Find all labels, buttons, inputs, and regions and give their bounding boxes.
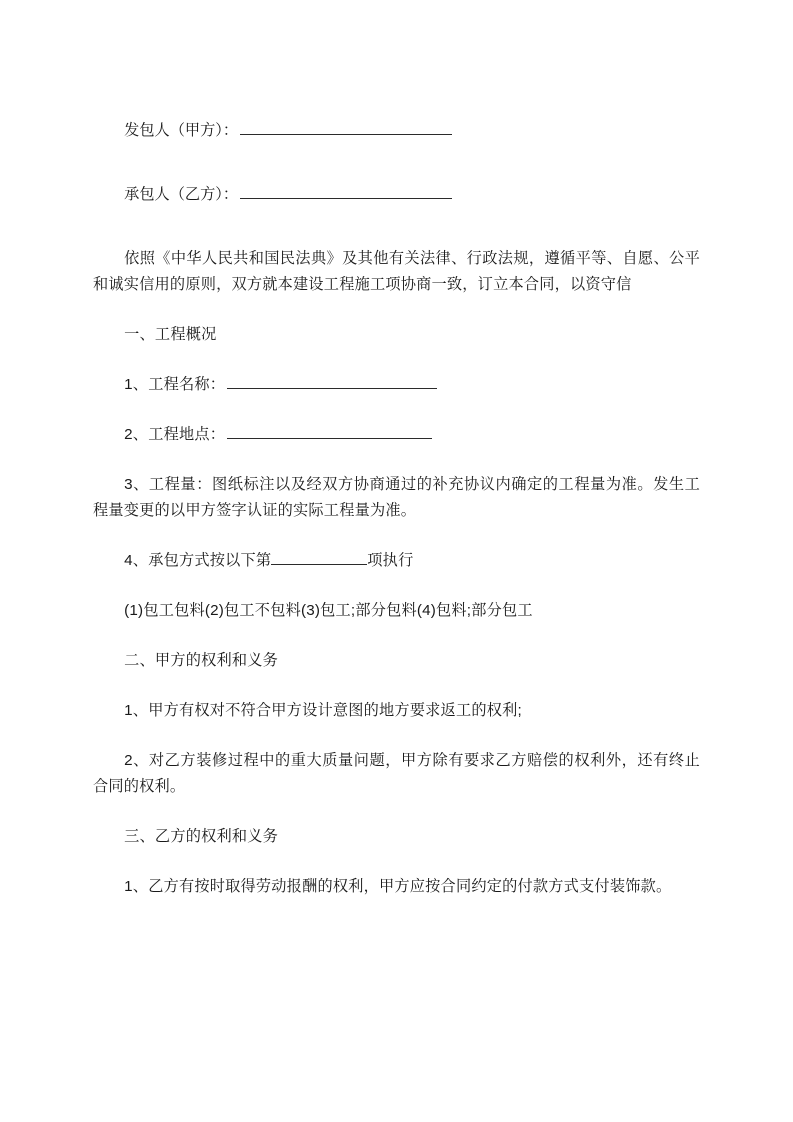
party-a-signature-line xyxy=(93,118,700,144)
section-heading-1: 一、工程概况 xyxy=(124,326,217,343)
party-a-blank[interactable] xyxy=(240,120,452,135)
section-1-item-4 xyxy=(93,548,700,574)
document-body xyxy=(93,118,700,924)
section-1-item-4-text-after: 项执行 xyxy=(367,552,414,569)
party-b-label: 承包人（乙方）： xyxy=(124,186,239,203)
party-a-label: 发包人（甲方）： xyxy=(124,122,239,139)
section-1-item-1 xyxy=(93,372,700,398)
section-heading-3: 三、乙方的权利和义务 xyxy=(124,828,279,845)
section-2-item-2: 2、对乙方装修过程中的重大质量问题，甲方除有要求乙方赔偿的权利外，还有终止合同的权利。 xyxy=(93,752,700,795)
project-name-blank[interactable] xyxy=(227,374,437,389)
section-1-item-3: 3、工程量：图纸标注以及经双方协商通过的补充协议内确定的工程量为准。发生工程量变更的以甲方签字认证的实际工程量为准。 xyxy=(93,476,700,519)
section-2-item-1: 1、甲方有权对不符合甲方设计意图的地方要求返工的权利; xyxy=(124,702,522,719)
contract-method-blank[interactable] xyxy=(271,550,367,565)
party-b-signature-line xyxy=(93,182,700,208)
section-1-item-4-text-before: 4、承包方式按以下第 xyxy=(124,552,272,569)
contract-method-options: (1)包工包料(2)包工不包料(3)包工;部分包料(4)包料;部分包工 xyxy=(124,602,533,619)
party-b-blank[interactable] xyxy=(240,184,452,199)
section-1-item-2-text: 2、工程地点： xyxy=(124,426,226,443)
section-1-item-1-text: 1、工程名称： xyxy=(124,376,226,393)
project-location-blank[interactable] xyxy=(227,424,432,439)
preamble-paragraph: 依照《中华人民共和国民法典》及其他有关法律、行政法规，遵循平等、自愿、公平和诚实信用的原则，双方就本建设工程施工项协商一致，订立本合同，以资守信 xyxy=(93,250,700,293)
section-1-item-2 xyxy=(93,422,700,448)
section-heading-2: 二、甲方的权利和义务 xyxy=(124,652,279,669)
section-3-item-1: 1、乙方有按时取得劳动报酬的权利，甲方应按合同约定的付款方式支付装饰款。 xyxy=(124,878,672,895)
